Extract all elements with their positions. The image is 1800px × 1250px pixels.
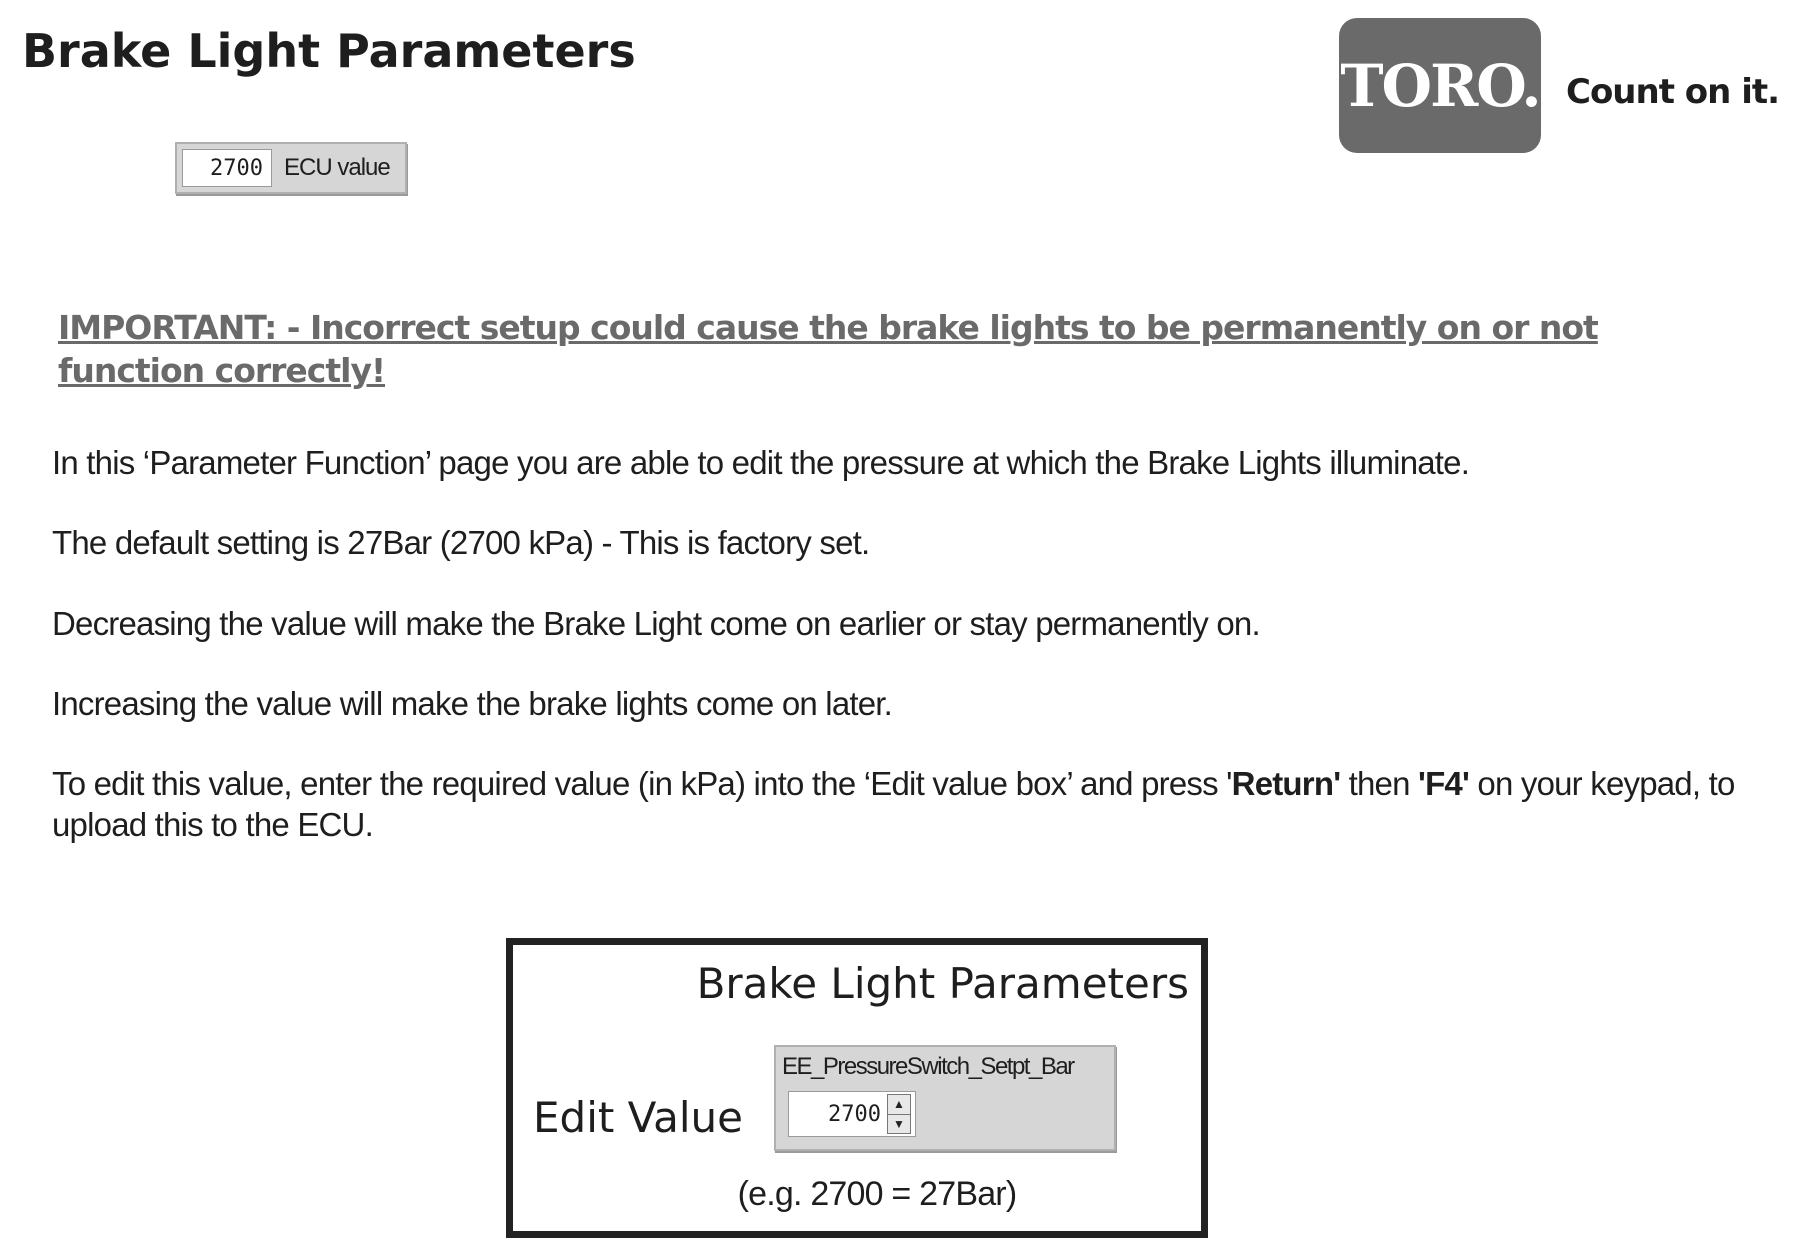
instruction-paragraph-4: Increasing the value will make the brake lights come on later. xyxy=(52,685,893,722)
return-key-text: Return' xyxy=(1231,765,1341,802)
ecu-value-label: ECU value xyxy=(284,154,390,181)
f4-key-text: 'F4' xyxy=(1418,765,1470,802)
parameter-control xyxy=(774,1045,1116,1151)
brand-tagline: Count on it. xyxy=(1566,72,1780,112)
p5-text-c: on your keypad, to upload this to the ECU. xyxy=(52,765,1735,843)
pressure-value-input[interactable]: 2700 xyxy=(828,1101,881,1127)
instruction-paragraph-3: Decreasing the value will make the Brake Light come on earlier or stay permanently on. xyxy=(52,605,1260,642)
page-title: Brake Light Parameters xyxy=(22,24,636,78)
ecu-value-display xyxy=(175,142,407,194)
edit-value-panel xyxy=(506,938,1208,1238)
ecu-value-field: 2700 xyxy=(182,149,272,187)
spin-up-icon[interactable]: ▲ xyxy=(893,1097,905,1112)
p5-text-b: then xyxy=(1340,765,1419,802)
toro-logo xyxy=(1339,18,1541,153)
instruction-paragraph-1: In this ‘Parameter Function’ page you are able to edit the pressure at which the Brake Lights illuminate. xyxy=(52,444,1470,481)
logo-text: TORO. xyxy=(1340,51,1540,120)
instruction-paragraph-2: The default setting is 27Bar (2700 kPa) - This is factory set. xyxy=(52,524,870,561)
panel-title: Brake Light Parameters xyxy=(696,959,1189,1008)
pressure-value-stepper[interactable] xyxy=(788,1091,916,1137)
spin-down-icon[interactable]: ▼ xyxy=(888,1114,910,1134)
instruction-paragraph-5 xyxy=(52,763,1772,845)
example-note: (e.g. 2700 = 27Bar) xyxy=(737,1175,1017,1213)
spin-buttons xyxy=(887,1094,911,1134)
p5-text-a: To edit this value, enter the required value (in kPa) into the ‘Edit value box’ and press ' xyxy=(52,765,1232,802)
edit-value-label: Edit Value xyxy=(533,1093,744,1142)
parameter-name: EE_PressureSwitch_Setpt_Bar xyxy=(782,1053,1074,1080)
important-warning: IMPORTANT: - Incorrect setup could cause the brake lights to be permanently on or not function correctly! xyxy=(58,308,1598,390)
